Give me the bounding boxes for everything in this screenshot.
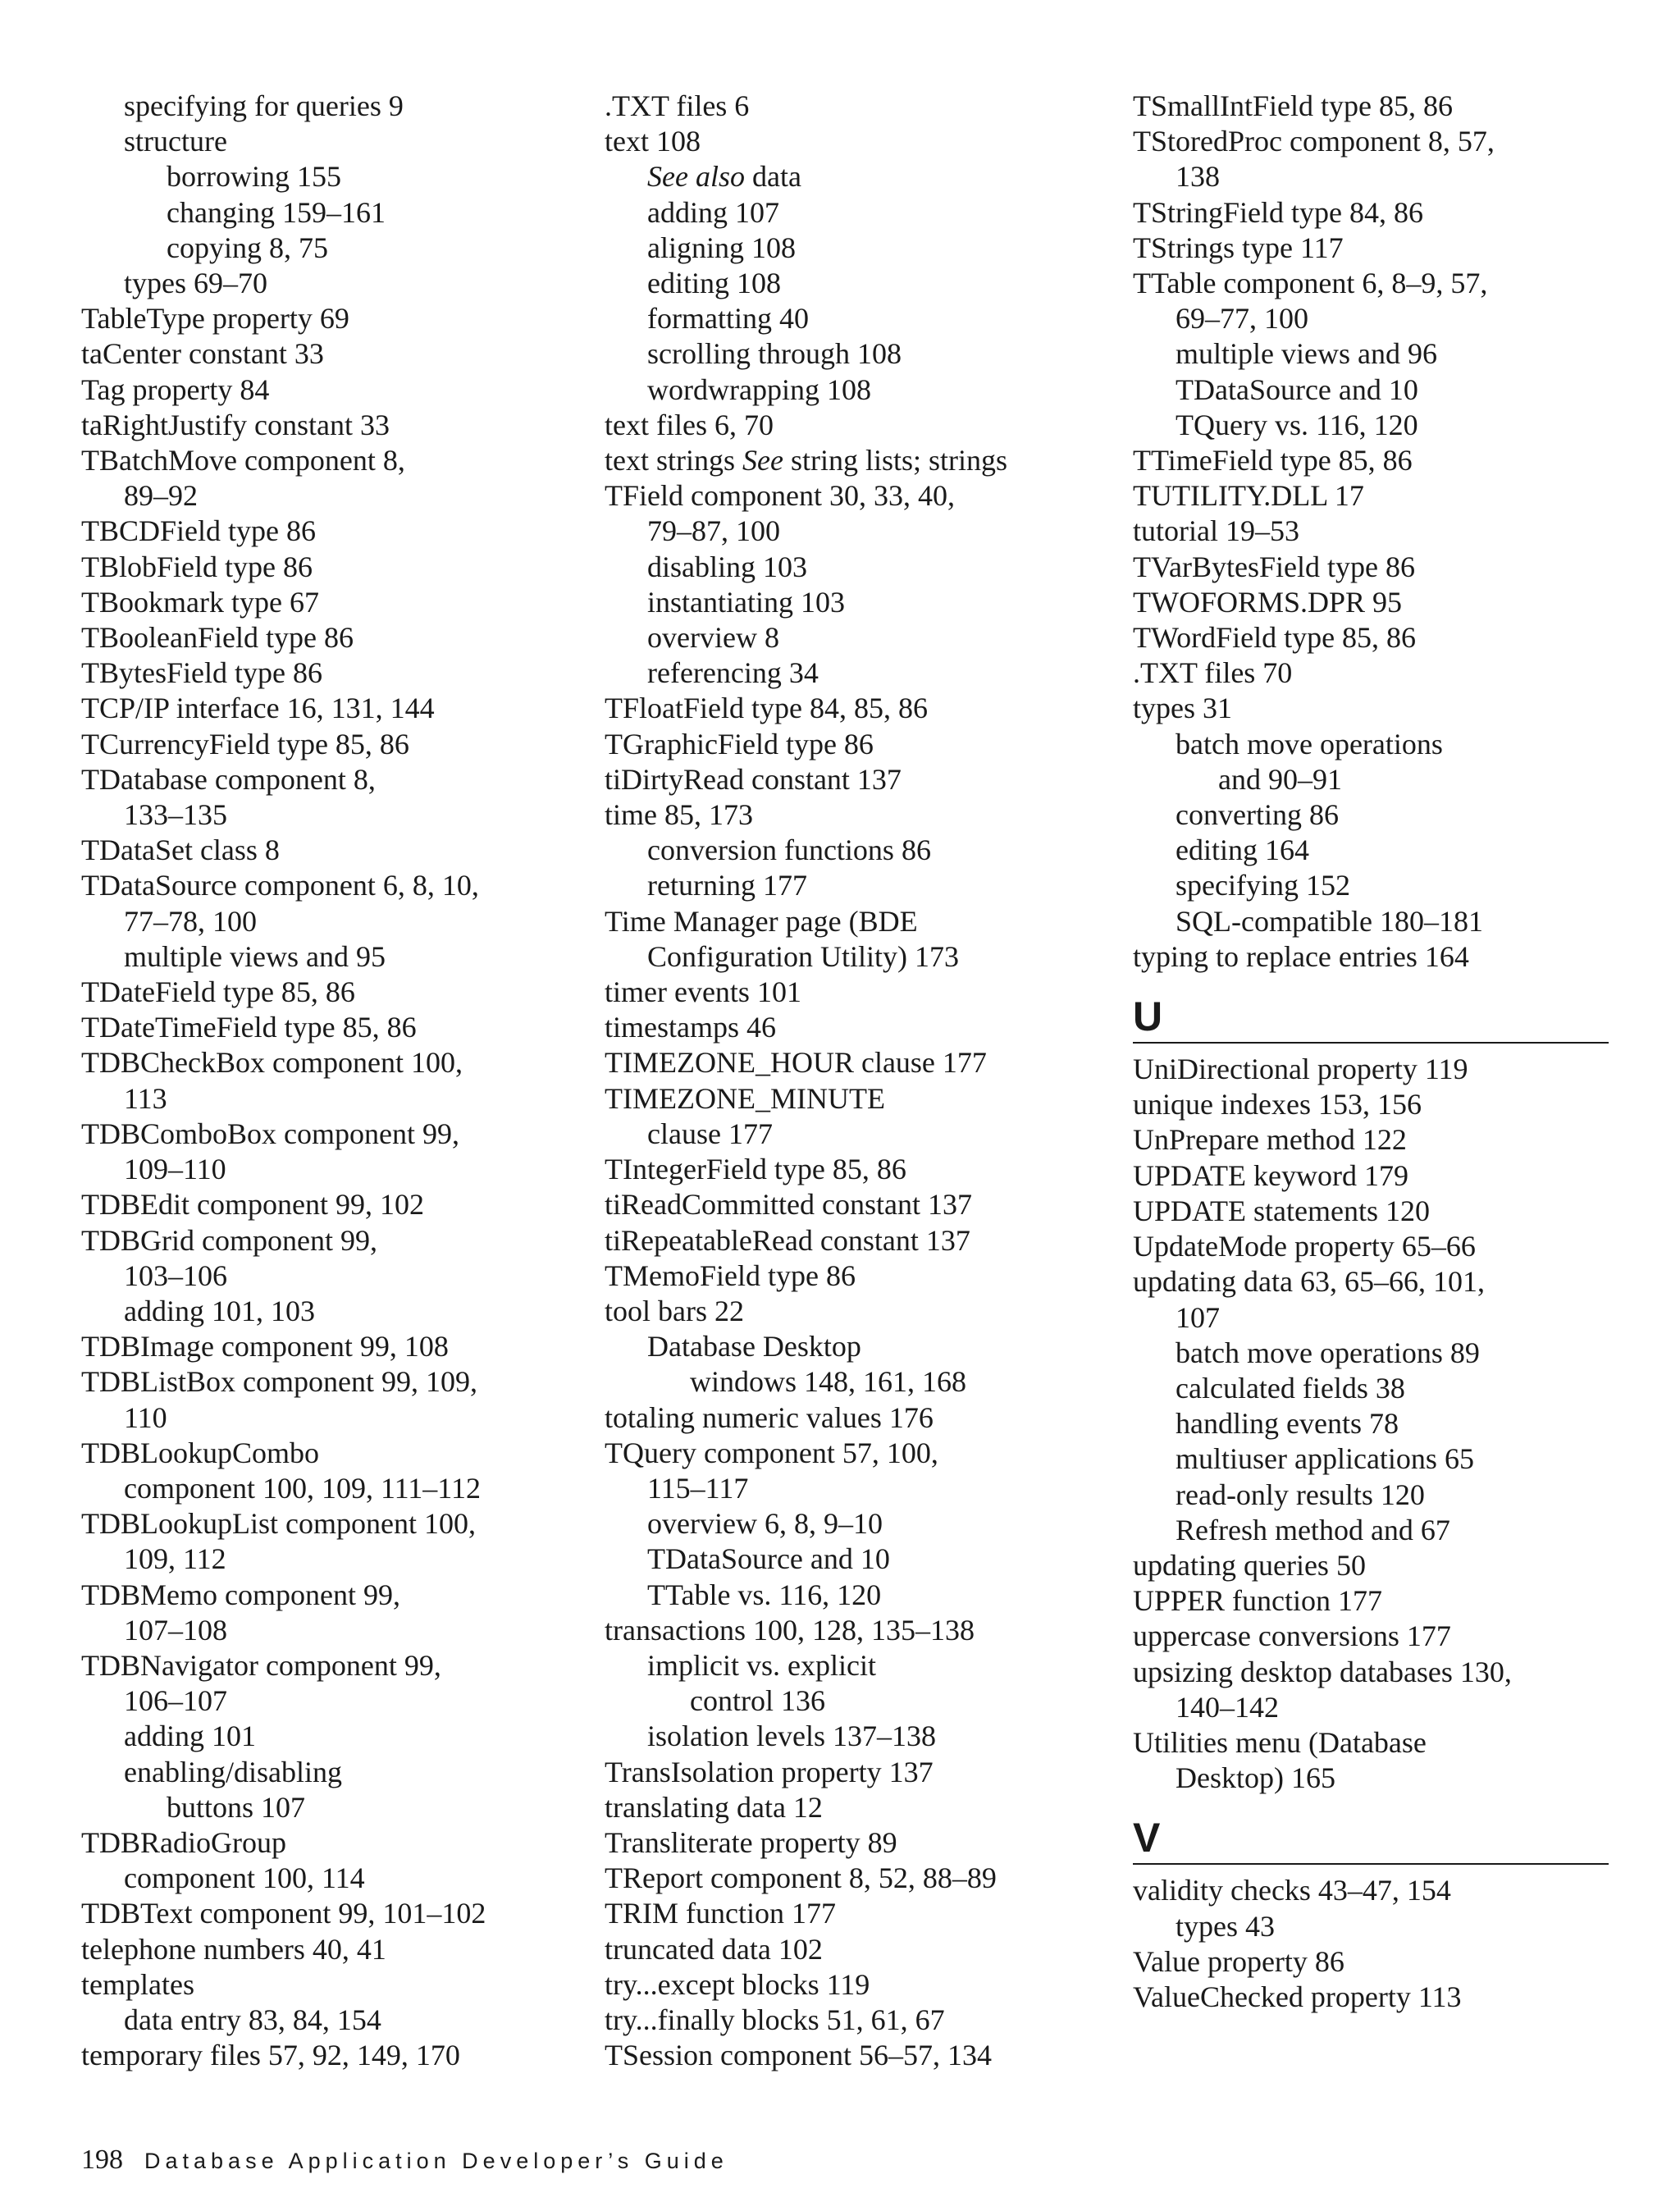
index-entry: TBlobField type 86 xyxy=(81,550,313,583)
index-subentry: multiple views and 95 xyxy=(124,939,386,973)
index-entry-continuation: component 100, 109, 111–112 xyxy=(124,1471,481,1505)
index-entry: typing to replace entries 164 xyxy=(1133,939,1469,973)
index-subentry: TDataSource and 10 xyxy=(1176,372,1418,406)
index-column-2 xyxy=(605,89,1097,2073)
index-entry: templates xyxy=(81,1967,194,2001)
index-entry: tutorial 19–53 xyxy=(1133,514,1299,548)
index-entry: TDBLookupCombo xyxy=(81,1436,320,1469)
index-entry-continuation: Desktop) 165 xyxy=(1176,1761,1335,1795)
index-entry: UniDirectional property 119 xyxy=(1133,1053,1468,1086)
index-entry: TBCDField type 86 xyxy=(81,514,316,548)
index-subentry: types 69–70 xyxy=(124,267,267,300)
index-entry: Tag property 84 xyxy=(81,372,270,406)
index-entry-continuation: 109, 112 xyxy=(124,1542,226,1576)
index-entry: TTimeField type 85, 86 xyxy=(1133,444,1413,477)
index-entry: TStrings type 117 xyxy=(1133,231,1344,264)
book-title: Database Application Developer’s Guide xyxy=(144,2149,728,2173)
index-entry: validity checks 43–47, 154 xyxy=(1133,1874,1451,1907)
index-entry: updating queries 50 xyxy=(1133,1548,1366,1582)
index-entry-continuation: buttons 107 xyxy=(167,1790,306,1824)
index-subentry: structure xyxy=(124,125,227,158)
index-subentry: TTable vs. 116, 120 xyxy=(647,1578,882,1611)
index-entry: upsizing desktop databases 130, xyxy=(1133,1655,1512,1688)
index-entry: TDBListBox component 99, 109, xyxy=(81,1365,477,1399)
index-entry: TableType property 69 xyxy=(81,302,349,336)
index-entry: TDBLookupList component 100, xyxy=(81,1507,476,1541)
section-heading-u xyxy=(1133,991,1609,1044)
index-entry: taRightJustify constant 33 xyxy=(81,408,390,441)
index-entry: truncated data 102 xyxy=(605,1932,823,1966)
index-entry: tiReadCommitted constant 137 xyxy=(605,1188,972,1222)
index-entry-continuation: 107 xyxy=(1176,1300,1220,1334)
index-subentry: See also data xyxy=(647,160,801,194)
index-entry: updating data 63, 65–66, 101, xyxy=(1133,1265,1485,1299)
index-entry: TDBMemo component 99, xyxy=(81,1578,400,1611)
index-entry: Value property 86 xyxy=(1133,1944,1344,1978)
index-entry: timer events 101 xyxy=(605,975,801,1009)
index-entry: totaling numeric values 176 xyxy=(605,1400,934,1434)
index-entry: TDBNavigator component 99, xyxy=(81,1648,441,1682)
index-entry-continuation: 133–135 xyxy=(124,798,227,832)
index-subentry: copying 8, 75 xyxy=(167,231,328,264)
section-letter-v: V xyxy=(1133,1815,1161,1861)
index-subentry: implicit vs. explicit xyxy=(647,1648,876,1682)
index-entry: temporary files 57, 92, 149, 170 xyxy=(81,2039,460,2072)
index-subentry: Refresh method and 67 xyxy=(1176,1513,1450,1546)
index-entry-continuation: 138 xyxy=(1176,160,1220,194)
index-entry: UnPrepare method 122 xyxy=(1133,1123,1407,1157)
index-entry: time 85, 173 xyxy=(605,798,753,832)
index-entry: TStringField type 84, 86 xyxy=(1133,195,1423,229)
index-entry-continuation: 69–77, 100 xyxy=(1176,302,1308,336)
index-subentry: formatting 40 xyxy=(647,302,809,336)
index-entry-continuation: Configuration Utility) 173 xyxy=(647,939,959,973)
index-subentry: data entry 83, 84, 154 xyxy=(124,2003,381,2036)
index-entry: tiDirtyRead constant 137 xyxy=(605,762,902,796)
index-column-3 xyxy=(1133,89,1609,2015)
index-entry: TIntegerField type 85, 86 xyxy=(605,1153,906,1186)
index-entry: TDateTimeField type 85, 86 xyxy=(81,1011,417,1044)
index-subentry: calculated fields 38 xyxy=(1176,1371,1405,1405)
index-entry: .TXT files 70 xyxy=(1133,656,1293,690)
index-entry: TBookmark type 67 xyxy=(81,585,319,619)
index-entry-continuation: 107–108 xyxy=(124,1613,227,1647)
index-subentry: batch move operations 89 xyxy=(1176,1336,1480,1369)
index-entry-continuation: 106–107 xyxy=(124,1684,227,1718)
index-subentry: TQuery vs. 116, 120 xyxy=(1176,408,1418,441)
index-entry: UpdateMode property 65–66 xyxy=(1133,1230,1476,1263)
index-entry: TDatabase component 8, xyxy=(81,762,376,796)
index-entry: TDBGrid component 99, xyxy=(81,1223,377,1257)
index-entry: Transliterate property 89 xyxy=(605,1825,897,1859)
index-entry: transactions 100, 128, 135–138 xyxy=(605,1613,975,1647)
index-entry: try...except blocks 119 xyxy=(605,1967,870,2001)
index-subentry: editing 164 xyxy=(1176,834,1309,867)
index-subentry: overview 8 xyxy=(647,621,779,655)
index-column-1 xyxy=(81,89,541,2073)
index-entry: text files 6, 70 xyxy=(605,408,774,441)
index-entry-continuation: clause 177 xyxy=(647,1117,773,1150)
index-entry-continuation: and 90–91 xyxy=(1218,762,1342,796)
index-subentry: editing 108 xyxy=(647,267,781,300)
index-entry: TDBText component 99, 101–102 xyxy=(81,1897,486,1930)
index-group-u xyxy=(1133,1052,1609,1796)
index-entry: TBooleanField type 86 xyxy=(81,621,354,655)
index-entry: TDBCheckBox component 100, xyxy=(81,1046,463,1080)
index-subentry: batch move operations xyxy=(1176,727,1443,760)
index-entry: TDataSet class 8 xyxy=(81,834,280,867)
index-entry-continuation: 77–78, 100 xyxy=(124,904,257,938)
index-entry: uppercase conversions 177 xyxy=(1133,1619,1451,1653)
index-entry: types 31 xyxy=(1133,692,1232,725)
index-entry: unique indexes 153, 156 xyxy=(1133,1088,1422,1121)
index-subentry: TDataSource and 10 xyxy=(647,1542,890,1576)
index-subentry: converting 86 xyxy=(1176,798,1339,832)
index-entry-continuation: control 136 xyxy=(690,1684,825,1718)
index-entry: TDateField type 85, 86 xyxy=(81,975,355,1009)
index-subentry: adding 101, 103 xyxy=(124,1294,315,1327)
index-entry: TField component 30, 33, 40, xyxy=(605,479,955,513)
index-entry: text strings See string lists; strings xyxy=(605,444,1008,477)
index-subentry: borrowing 155 xyxy=(167,160,341,194)
index-subentry: conversion functions 86 xyxy=(647,834,931,867)
index-entry: TReport component 8, 52, 88–89 xyxy=(605,1861,997,1895)
index-group-t xyxy=(1133,89,1609,975)
index-entry: tiRepeatableRead constant 137 xyxy=(605,1223,970,1257)
index-subentry: adding 101 xyxy=(124,1720,256,1753)
index-subentry: adding 107 xyxy=(647,195,779,229)
index-entry: translating data 12 xyxy=(605,1790,823,1824)
index-entry: UPPER function 177 xyxy=(1133,1584,1383,1618)
index-entry: UPDATE statements 120 xyxy=(1133,1194,1430,1227)
index-entry: TransIsolation property 137 xyxy=(605,1755,934,1788)
index-entry: TWordField type 85, 86 xyxy=(1133,621,1417,655)
index-subentry: referencing 34 xyxy=(647,656,819,690)
index-entry-continuation: 103–106 xyxy=(124,1258,227,1292)
index-entry: TDBRadioGroup xyxy=(81,1825,286,1859)
index-subentry: isolation levels 137–138 xyxy=(647,1720,936,1753)
section-letter-u: U xyxy=(1133,993,1163,1040)
page-footer xyxy=(81,2144,728,2176)
index-entry: TCP/IP interface 16, 131, 144 xyxy=(81,692,435,725)
index-entry: TFloatField type 84, 85, 86 xyxy=(605,692,928,725)
index-subentry: multiuser applications 65 xyxy=(1176,1442,1474,1476)
index-subentry: specifying for queries 9 xyxy=(124,89,404,122)
index-entry: UPDATE keyword 179 xyxy=(1133,1158,1408,1192)
index-subentry: specifying 152 xyxy=(1176,869,1350,902)
index-entry: TSmallIntField type 85, 86 xyxy=(1133,89,1453,122)
index-entry: TTable component 6, 8–9, 57, xyxy=(1133,267,1488,300)
index-subentry: returning 177 xyxy=(647,869,807,902)
index-entry: TQuery component 57, 100, xyxy=(605,1436,938,1469)
index-entry: taCenter constant 33 xyxy=(81,337,324,371)
index-entry: .TXT files 6 xyxy=(605,89,750,122)
index-entry: try...finally blocks 51, 61, 67 xyxy=(605,2003,945,2036)
index-entry: Utilities menu (Database xyxy=(1133,1725,1427,1759)
index-entry: timestamps 46 xyxy=(605,1011,776,1044)
index-entry-continuation: 115–117 xyxy=(647,1471,749,1505)
index-entry: TDataSource component 6, 8, 10, xyxy=(81,869,479,902)
index-group-v xyxy=(1133,1873,1609,2015)
index-entry-continuation: windows 148, 161, 168 xyxy=(690,1365,967,1399)
index-entry: TBytesField type 86 xyxy=(81,656,322,690)
index-entry: TRIM function 177 xyxy=(605,1897,836,1930)
index-entry: TGraphicField type 86 xyxy=(605,727,874,760)
index-entry: text 108 xyxy=(605,125,701,158)
index-entry: TBatchMove component 8, xyxy=(81,444,405,477)
index-entry-continuation: 113 xyxy=(124,1081,167,1115)
index-entry: ValueChecked property 113 xyxy=(1133,1980,1462,2013)
index-subentry: read-only results 120 xyxy=(1176,1478,1425,1511)
index-subentry: handling events 78 xyxy=(1176,1407,1399,1441)
index-entry: TMemoField type 86 xyxy=(605,1258,856,1292)
index-entry: TStoredProc component 8, 57, xyxy=(1133,125,1495,158)
index-subentry: multiple views and 96 xyxy=(1176,337,1437,371)
index-subentry: scrolling through 108 xyxy=(647,337,902,371)
index-entry-continuation: 109–110 xyxy=(124,1153,226,1186)
section-heading-v xyxy=(1133,1812,1609,1865)
index-entry: TDBComboBox component 99, xyxy=(81,1117,459,1150)
index-entry: telephone numbers 40, 41 xyxy=(81,1932,386,1966)
page-number: 198 xyxy=(81,2144,123,2175)
index-entry: tool bars 22 xyxy=(605,1294,744,1327)
index-subentry: types 43 xyxy=(1176,1909,1275,1943)
index-subentry: enabling/disabling xyxy=(124,1755,342,1788)
index-entry: TDBImage component 99, 108 xyxy=(81,1330,449,1363)
index-subentry: aligning 108 xyxy=(647,231,796,264)
index-entry-continuation: 89–92 xyxy=(124,479,198,513)
index-subentry: overview 6, 8, 9–10 xyxy=(647,1507,883,1541)
index-entry: TSession component 56–57, 134 xyxy=(605,2039,992,2072)
index-subentry: disabling 103 xyxy=(647,550,807,583)
index-entry-continuation: 79–87, 100 xyxy=(647,514,780,548)
index-entry: TVarBytesField type 86 xyxy=(1133,550,1415,583)
index-entry: TDBEdit component 99, 102 xyxy=(81,1188,424,1222)
index-entry-continuation: 110 xyxy=(124,1400,167,1434)
index-entry: TIMEZONE_MINUTE xyxy=(605,1081,885,1115)
index-subentry: SQL-compatible 180–181 xyxy=(1176,904,1483,938)
index-entry: TWOFORMS.DPR 95 xyxy=(1133,585,1403,619)
index-entry: TCurrencyField type 85, 86 xyxy=(81,727,409,760)
index-entry-continuation: component 100, 114 xyxy=(124,1861,365,1895)
index-entry: Time Manager page (BDE xyxy=(605,904,918,938)
index-entry-continuation: 140–142 xyxy=(1176,1690,1279,1724)
index-subentry: instantiating 103 xyxy=(647,585,845,619)
index-subentry: wordwrapping 108 xyxy=(647,372,871,406)
index-entry: TIMEZONE_HOUR clause 177 xyxy=(605,1046,987,1080)
index-entry: TUTILITY.DLL 17 xyxy=(1133,479,1364,513)
index-subentry: changing 159–161 xyxy=(167,195,386,229)
index-subentry: Database Desktop xyxy=(647,1330,861,1363)
